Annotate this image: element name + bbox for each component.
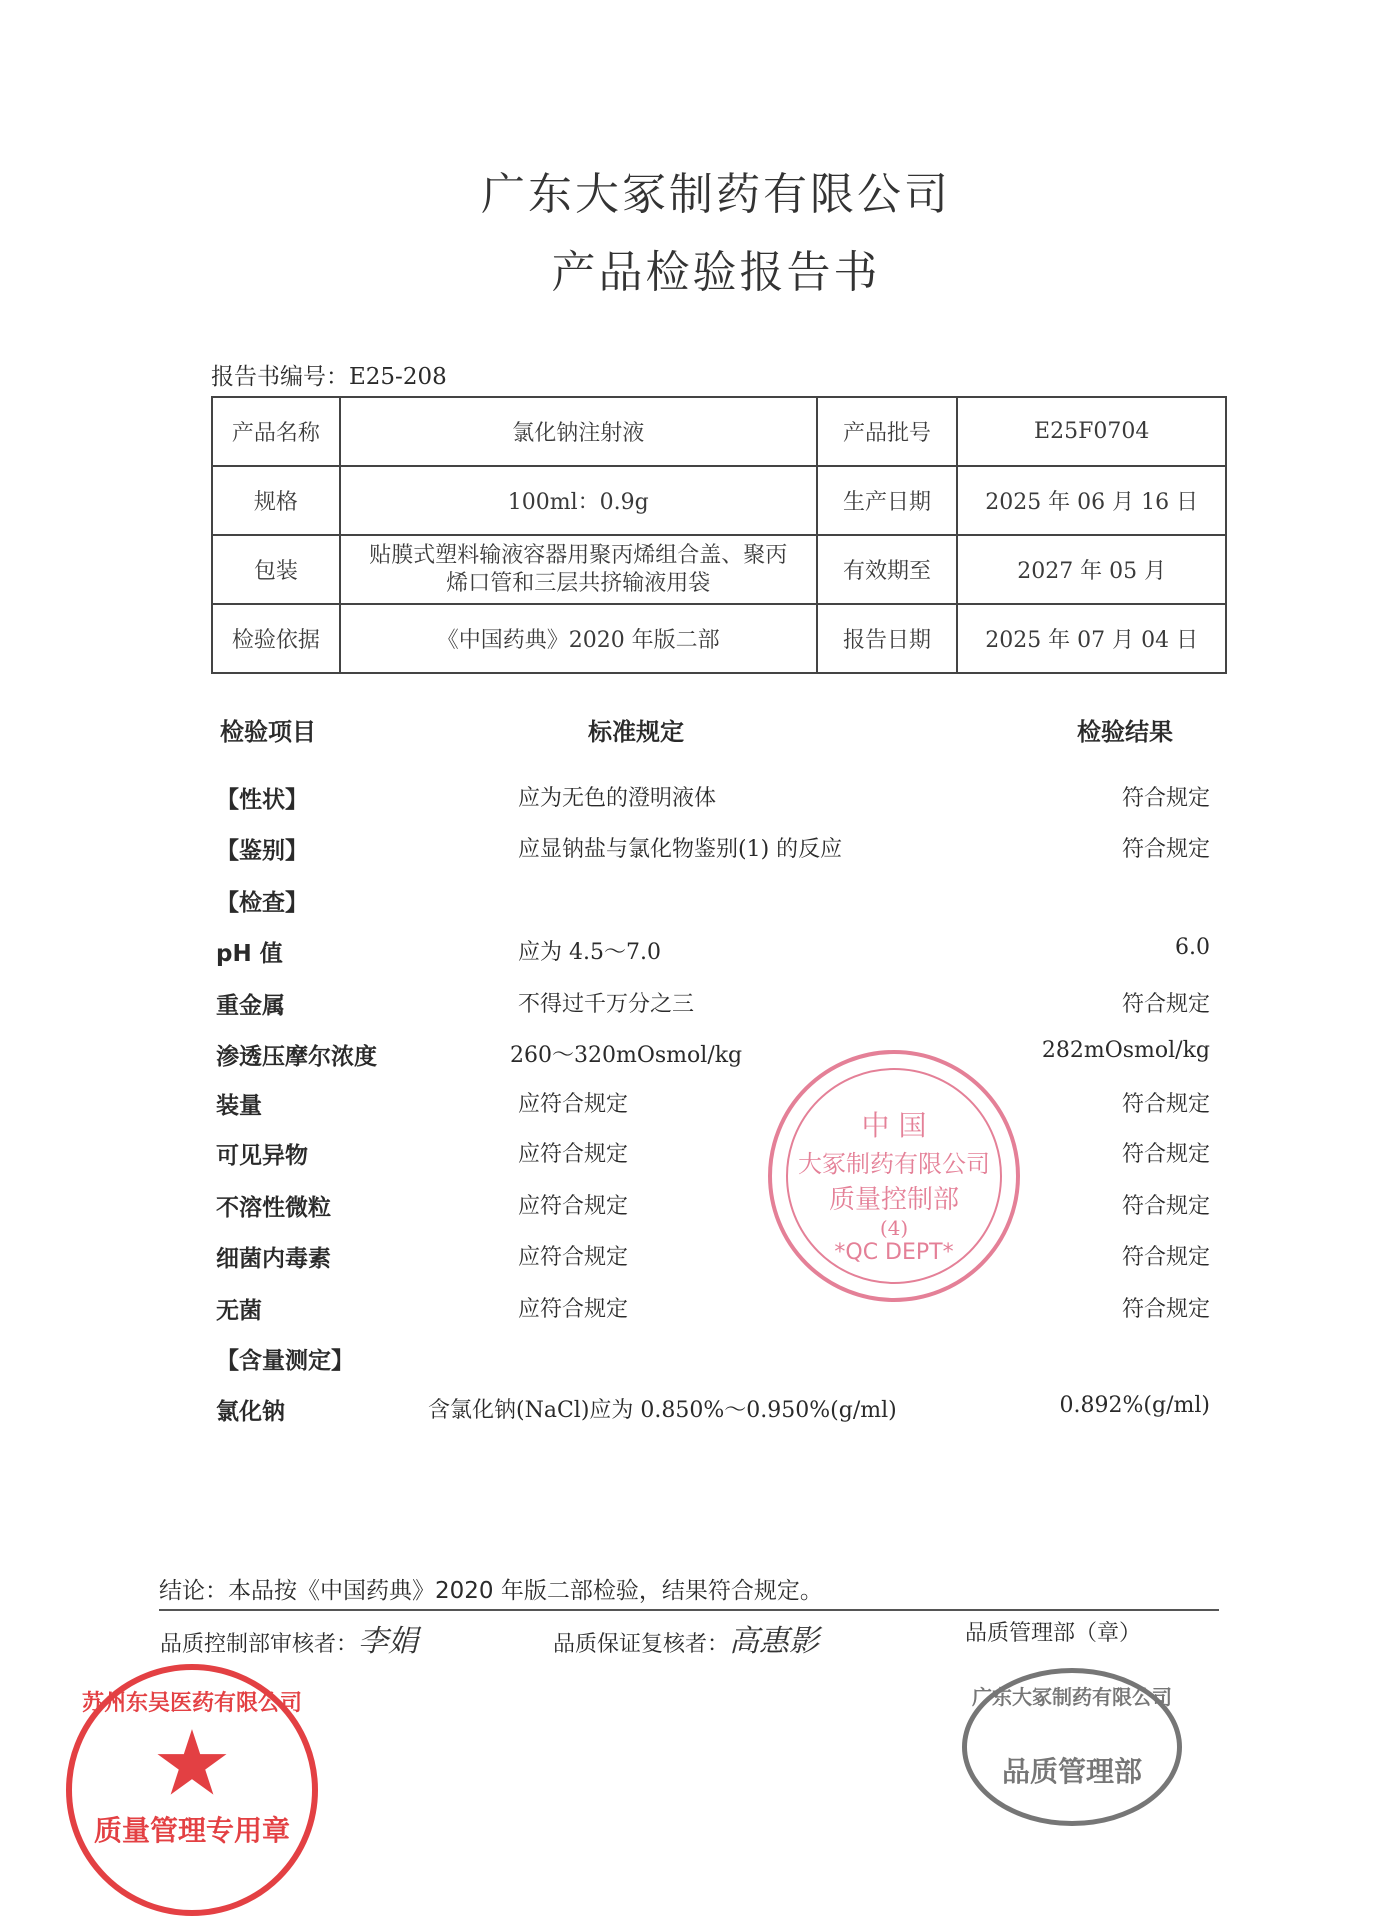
value: 2025 年 07 月 04 日 bbox=[957, 604, 1226, 673]
qc-label: 品质控制部审核者： bbox=[160, 1632, 359, 1657]
test-standard: 应符合规定 bbox=[518, 1142, 629, 1167]
table-row bbox=[212, 466, 1226, 535]
test-row bbox=[0, 884, 1396, 924]
table-row bbox=[212, 604, 1226, 673]
test-row bbox=[0, 1137, 1396, 1177]
test-item: 细菌内毒素 bbox=[216, 1246, 331, 1272]
test-result: 符合规定 bbox=[1121, 992, 1210, 1017]
stamp-text: 中 国 bbox=[861, 1109, 927, 1142]
conclusion: 结论：本品按《中国药典》2020 年版二部检验，结果符合规定。 bbox=[159, 1578, 823, 1604]
test-item: 【性状】 bbox=[216, 787, 308, 813]
qc-reviewer bbox=[160, 1616, 418, 1660]
test-result: 符合规定 bbox=[1121, 1245, 1210, 1270]
stamp-text: 大冢制药有限公司 bbox=[798, 1150, 990, 1178]
test-result: 282mOsmol/kg bbox=[1041, 1038, 1210, 1063]
product-info-table bbox=[211, 396, 1227, 674]
test-row bbox=[0, 1038, 1396, 1078]
test-result: 符合规定 bbox=[1121, 1142, 1210, 1167]
test-result: 6.0 bbox=[1175, 935, 1210, 960]
label: 报告日期 bbox=[817, 604, 958, 673]
test-standard: 260～320mOsmol/kg bbox=[510, 1043, 743, 1068]
qa-label: 品质保证复核者： bbox=[553, 1632, 730, 1657]
stamp-text: 品质管理部 bbox=[1001, 1755, 1142, 1788]
stamp-text: (4) bbox=[879, 1216, 909, 1240]
test-standard: 应为无色的澄明液体 bbox=[518, 786, 717, 811]
test-standard: 应符合规定 bbox=[518, 1092, 629, 1117]
header-result: 检验结果 bbox=[1077, 718, 1173, 746]
test-item: 氯化钠 bbox=[216, 1399, 285, 1425]
label: 检验依据 bbox=[212, 604, 340, 673]
quality-management-stamp bbox=[962, 1668, 1182, 1826]
label: 生产日期 bbox=[817, 466, 958, 535]
suzhou-quality-stamp bbox=[66, 1664, 318, 1916]
test-item: 不溶性微粒 bbox=[216, 1195, 331, 1221]
test-item: 【含量测定】 bbox=[216, 1348, 354, 1374]
value: 2025 年 06 月 16 日 bbox=[957, 466, 1226, 535]
test-standard: 应为 4.5～7.0 bbox=[518, 940, 661, 965]
test-row bbox=[0, 1087, 1396, 1127]
report-number: 报告书编号：E25-208 bbox=[211, 364, 447, 390]
dept-label: 品质管理部（章） bbox=[965, 1621, 1142, 1646]
qa-signature: 高惠影 bbox=[729, 1624, 820, 1659]
label: 产品名称 bbox=[212, 397, 340, 466]
qa-reviewer bbox=[553, 1616, 819, 1660]
test-row bbox=[0, 987, 1396, 1027]
test-result: 0.892%(g/ml) bbox=[1059, 1393, 1210, 1418]
qc-signature: 李娟 bbox=[358, 1624, 419, 1659]
test-row bbox=[0, 832, 1396, 872]
stamp-text: 苏州东吴医药有限公司 bbox=[81, 1690, 302, 1716]
test-standard: 应符合规定 bbox=[518, 1245, 629, 1270]
test-row bbox=[0, 781, 1396, 821]
test-item: 【检查】 bbox=[216, 890, 308, 916]
value: 《中国药典》2020 年版二部 bbox=[340, 604, 817, 673]
table-row bbox=[212, 397, 1226, 466]
test-row bbox=[0, 1189, 1396, 1229]
test-row bbox=[0, 935, 1396, 975]
stamp-text: 质量管理专用章 bbox=[93, 1814, 290, 1847]
table-row bbox=[212, 535, 1226, 604]
test-item: 【鉴别】 bbox=[216, 838, 308, 864]
test-item: pH 值 bbox=[216, 941, 283, 967]
test-result: 符合规定 bbox=[1121, 837, 1210, 862]
test-result: 符合规定 bbox=[1121, 1194, 1210, 1219]
test-standard: 含氯化钠(NaCl)应为 0.850%～0.950%(g/ml) bbox=[428, 1398, 897, 1423]
stamp-text: 广东大冢制药有限公司 bbox=[972, 1685, 1172, 1709]
qc-dept-stamp bbox=[768, 1050, 1020, 1302]
test-item: 重金属 bbox=[216, 993, 285, 1019]
value: E25F0704 bbox=[957, 397, 1226, 466]
value: 贴膜式塑料输液容器用聚丙烯组合盖、聚丙烯口管和三层共挤输液用袋 bbox=[340, 535, 817, 604]
test-row bbox=[0, 1393, 1396, 1433]
test-result: 符合规定 bbox=[1121, 1092, 1210, 1117]
star-icon: ★ bbox=[156, 1716, 228, 1810]
label: 有效期至 bbox=[817, 535, 958, 604]
test-result: 符合规定 bbox=[1121, 786, 1210, 811]
test-item: 渗透压摩尔浓度 bbox=[216, 1044, 377, 1070]
value: 100ml：0.9g bbox=[340, 466, 817, 535]
label: 包装 bbox=[212, 535, 340, 604]
label: 规格 bbox=[212, 466, 340, 535]
test-row bbox=[0, 1240, 1396, 1280]
test-row bbox=[0, 1342, 1396, 1382]
test-standard: 应显钠盐与氯化物鉴别(1) 的反应 bbox=[518, 837, 843, 862]
test-result: 符合规定 bbox=[1121, 1297, 1210, 1322]
document-title: 产品检验报告书 bbox=[551, 247, 881, 298]
test-item: 无菌 bbox=[216, 1298, 262, 1324]
test-standard: 应符合规定 bbox=[518, 1194, 629, 1219]
label: 产品批号 bbox=[817, 397, 958, 466]
company-title: 广东大冢制药有限公司 bbox=[481, 169, 951, 220]
test-standard: 应符合规定 bbox=[518, 1297, 629, 1322]
value: 氯化钠注射液 bbox=[340, 397, 817, 466]
header-item: 检验项目 bbox=[220, 718, 316, 746]
header-standard: 标准规定 bbox=[588, 718, 684, 746]
test-standard: 不得过千万分之三 bbox=[518, 992, 695, 1017]
test-item: 可见异物 bbox=[216, 1143, 308, 1169]
stamp-text: 质量控制部 bbox=[828, 1185, 959, 1215]
divider bbox=[159, 1609, 1219, 1611]
test-item: 装量 bbox=[216, 1093, 262, 1119]
stamp-text: *QC DEPT* bbox=[834, 1240, 954, 1265]
test-row bbox=[0, 1292, 1396, 1332]
value: 2027 年 05 月 bbox=[957, 535, 1226, 604]
